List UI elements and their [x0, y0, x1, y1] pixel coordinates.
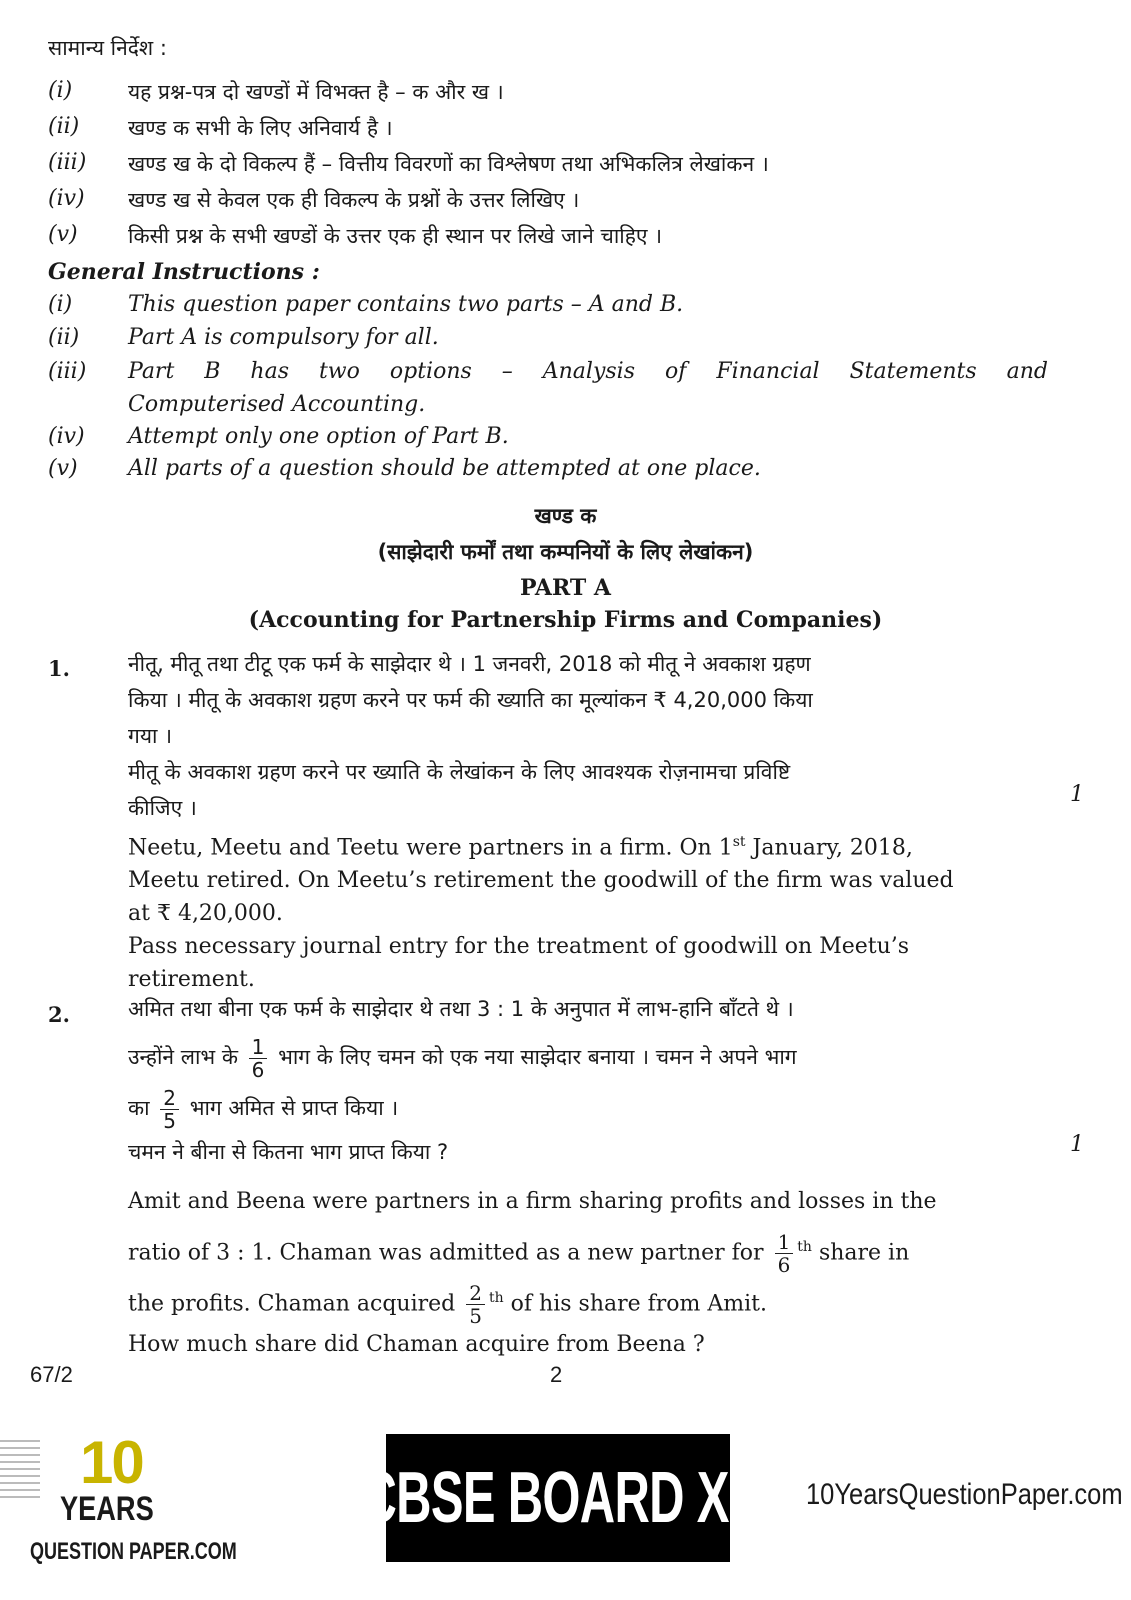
question-text: Amit and Beena were partners in a firm sharing profits and losses in the — [128, 1189, 937, 1214]
question-text: अमित तथा बीना एक फर्म के साझेदार थे तथा 3 : 1 के अनुपात में लाभ-हानि बाँटते थे । — [128, 997, 794, 1021]
question-number: 1. — [48, 656, 70, 681]
english-instruction-item: (iii) Part B has two options – Analysis of Financial Statements and Computerised Accounting. — [48, 359, 1048, 417]
english-instruction-item: (v) All parts of a question should be attempted at one place. — [48, 456, 761, 481]
logo-number: 10 — [80, 1429, 143, 1496]
page-number: 2 — [550, 1362, 563, 1387]
question-text: Meetu retired. On Meetu’s retirement the goodwill of the firm was valued — [128, 868, 954, 894]
hindi-instructions-title: सामान्य निर्देश : — [48, 36, 167, 60]
marks: 1 — [1070, 782, 1084, 807]
question-text: कीजिए । — [128, 796, 197, 820]
hindi-instruction-item: (v) किसी प्रश्न के सभी खण्डों के उत्तर एक ही स्थान पर लिखे जाने चाहिए । — [48, 222, 663, 248]
fraction: $\frac{1}{6}$ — [249, 1036, 268, 1081]
question-text: at ₹ 4,20,000. — [128, 901, 283, 927]
question-text: the profits. Chaman acquired $\frac{2}{5}$ $^{th}$ of his share from Amit. — [128, 1281, 768, 1329]
question-text: चमन ने बीना से कितना भाग प्राप्त किया ? — [128, 1140, 449, 1164]
question-text: How much share did Chaman acquire from Beena ? — [128, 1332, 705, 1358]
english-instruction-item: (iv) Attempt only one option of Part B. — [48, 424, 509, 449]
english-instructions-title: General Instructions : — [48, 259, 320, 285]
english-instruction-item: (i) This question paper contains two parts – A and B. — [48, 292, 684, 317]
hindi-instruction-item: (iii) खण्ड ख के दो विकल्प हैं – वित्तीय विवरणों का विश्लेषण तथा अभिकलित्र लेखांकन । — [48, 150, 769, 176]
hindi-part-title: खण्ड क — [534, 504, 597, 528]
hindi-part-subtitle: (साझेदारी फर्मों तथा कम्पनियों के लिए लेखांकन) — [377, 540, 754, 564]
question-text: retirement. — [128, 967, 255, 993]
logo-years: YEARS — [60, 1490, 154, 1528]
fraction: $\frac{1}{6}$ — [775, 1231, 794, 1276]
question-text: ratio of 3 : 1. Chaman was admitted as a new partner for $\frac{1}{6}$ $^{th}$ share in — [128, 1229, 910, 1277]
question-1-body — [128, 646, 1028, 996]
website-link[interactable]: 10YearsQuestionPaper.com — [806, 1478, 1123, 1511]
paper-code: 67/2 — [30, 1362, 73, 1387]
hindi-instruction-item: (iv) खण्ड ख से केवल एक ही विकल्प के प्रश्नों के उत्तर लिखिए । — [48, 186, 580, 212]
question-number: 2. — [48, 1002, 70, 1027]
hindi-instruction-item: (i) यह प्रश्न-पत्र दो खण्डों में विभक्त है – क और ख । — [48, 78, 504, 104]
english-instruction-item: (ii) Part A is compulsory for all. — [48, 325, 439, 350]
question-text: Pass necessary journal entry for the treatment of goodwill on Meetu’s — [128, 934, 910, 960]
fraction: $\frac{2}{5}$ — [160, 1087, 179, 1132]
marks: 1 — [1070, 1132, 1084, 1157]
question-text: मीतू के अवकाश ग्रहण करने पर ख्याति के लेखांकन के लिए आवश्यक रोज़नामचा प्रविष्टि — [128, 760, 791, 784]
question-text: Neetu, Meetu and Teetu were partners in a firm. On 1st January, 2018, — [128, 834, 913, 861]
board-banner: CBSE BOARD XII — [386, 1434, 730, 1562]
part-title: PART A — [519, 575, 611, 601]
question-text: का $\frac{2}{5}$ भाग अमित से प्राप्त किया । — [128, 1085, 399, 1133]
question-text: किया । मीतू के अवकाश ग्रहण करने पर फर्म की ख्याति का मूल्यांकन ₹ 4,20,000 किया — [128, 688, 813, 712]
logo-stripes — [0, 1440, 40, 1500]
part-subtitle: (Accounting for Partnership Firms and Companies) — [248, 607, 883, 633]
question-text: गया । — [128, 724, 173, 748]
question-text: उन्होंने लाभ के $\frac{1}{6}$ भाग के लिए चमन को एक नया साझेदार बनाया । चमन ने अपने भाग — [128, 1034, 797, 1082]
fraction: $\frac{2}{5}$ — [466, 1282, 485, 1327]
question-text: नीतू, मीतू तथा टीटू एक फर्म के साझेदार थे । 1 जनवरी, 2018 को मीतू ने अवकाश ग्रहण — [128, 652, 811, 676]
hindi-instruction-item: (ii) खण्ड क सभी के लिए अनिवार्य है । — [48, 114, 393, 140]
logo-site: QUESTION PAPER.COM — [30, 1538, 237, 1565]
question-2-body — [128, 988, 1028, 1363]
